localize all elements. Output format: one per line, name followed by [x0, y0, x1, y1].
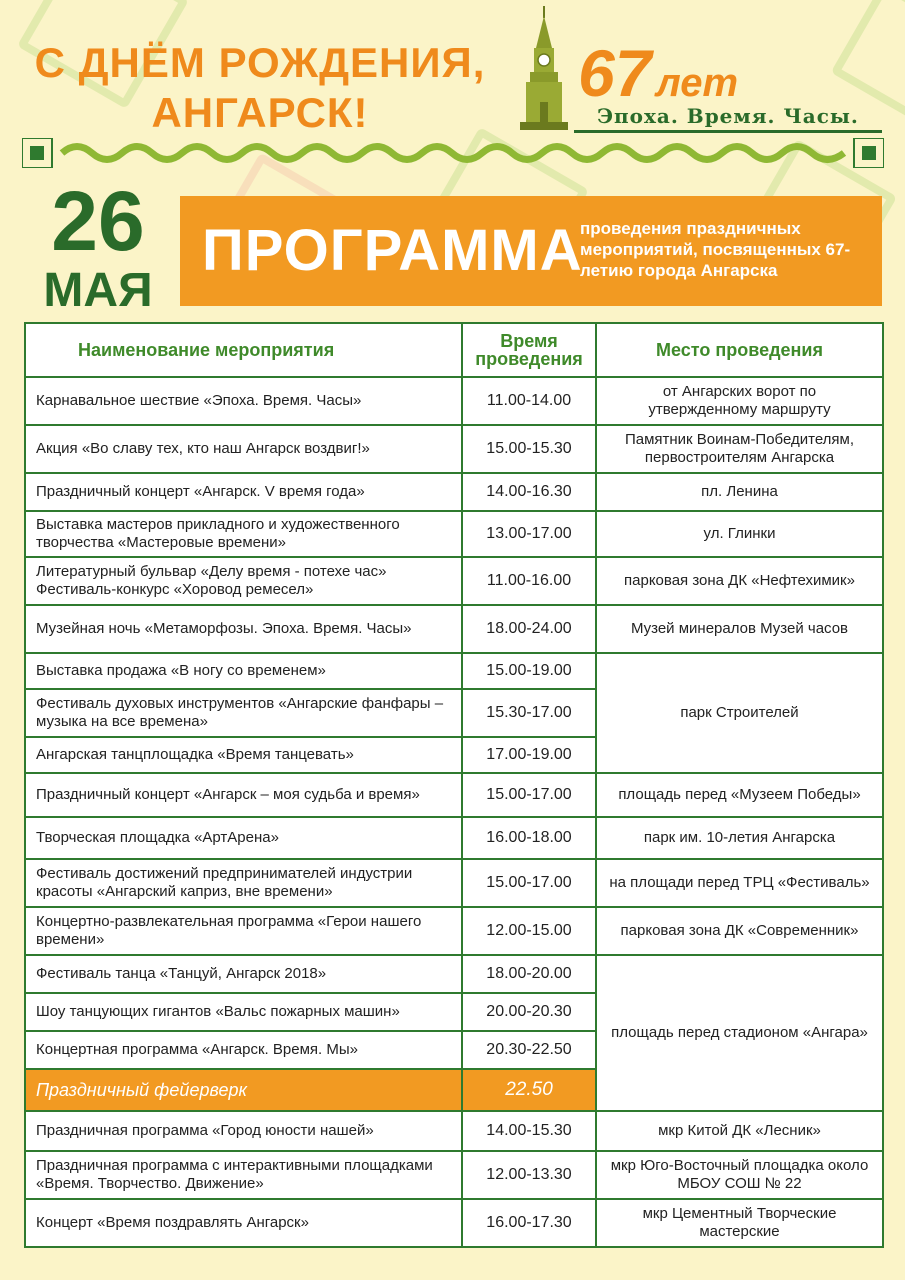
event-name: Праздничная программа «Город юности нашей»: [25, 1111, 462, 1151]
event-place: пл. Ленина: [596, 473, 883, 511]
event-time: 17.00-19.00: [462, 737, 596, 773]
event-name: Праздничный концерт «Ангарск – моя судьба и время»: [25, 773, 462, 817]
event-time: 18.00-20.00: [462, 955, 596, 993]
event-time: 16.00-18.00: [462, 817, 596, 859]
table-row: [25, 1199, 883, 1247]
event-place: парковая зона ДК «Современник»: [596, 907, 883, 955]
table-row: [25, 653, 883, 689]
event-time: 15.30-17.00: [462, 689, 596, 737]
event-place: на площади перед ТРЦ «Фестиваль»: [596, 859, 883, 907]
table-row: [25, 377, 883, 425]
event-place: Музей минералов Музей часов: [596, 605, 883, 653]
event-time: 18.00-24.00: [462, 605, 596, 653]
event-name: Праздничный фейерверк: [25, 1069, 462, 1111]
event-name: Фестиваль духовых инструментов «Ангарские фанфары – музыка на все времена»: [25, 689, 462, 737]
event-time: 15.00-19.00: [462, 653, 596, 689]
event-place: парк Строителей: [596, 653, 883, 773]
table-row: [25, 817, 883, 859]
event-time: 20.00-20.30: [462, 993, 596, 1031]
ornament-divider: [22, 138, 884, 168]
greeting-title: [20, 38, 500, 138]
event-time: 15.00-15.30: [462, 425, 596, 473]
event-place: площадь перед «Музеем Победы»: [596, 773, 883, 817]
event-time: 13.00-17.00: [462, 511, 596, 557]
event-name: Ангарская танцплощадка «Время танцевать»: [25, 737, 462, 773]
program-subtitle: проведения праздничных мероприятий, посвященных 67-летию города Ангарска: [580, 219, 851, 280]
table-header-row: [25, 323, 883, 377]
event-name: Шоу танцующих гигантов «Вальс пожарных машин»: [25, 993, 462, 1031]
header-place: Место проведения: [596, 323, 883, 377]
event-name: Творческая площадка «АртАрена»: [25, 817, 462, 859]
event-name: Выставка продажа «В ногу со временем»: [25, 653, 462, 689]
table-row: [25, 773, 883, 817]
table-row: [25, 605, 883, 653]
table-row: [25, 907, 883, 955]
program-title: ПРОГРАММА: [202, 218, 583, 283]
event-place: мкр Юго-Восточный площадка около МБОУ СОШ № 22: [596, 1151, 883, 1199]
table-row: [25, 859, 883, 907]
event-time: 15.00-17.00: [462, 859, 596, 907]
event-name: Фестиваль танца «Танцуй, Ангарск 2018»: [25, 955, 462, 993]
event-time: 22.50: [462, 1069, 596, 1111]
greeting-line-2: АНГАРСК!: [151, 89, 369, 136]
event-time: 15.00-17.00: [462, 773, 596, 817]
event-name: Выставка мастеров прикладного и художественного творчества «Мастеровые времени»: [25, 511, 462, 557]
event-place: мкр Китой ДК «Лесник»: [596, 1111, 883, 1151]
anniversary-badge: [578, 36, 739, 110]
motto: Эпоха. Время. Часы.: [574, 104, 882, 133]
program-banner: [180, 196, 882, 306]
table-row: [25, 511, 883, 557]
event-place: Памятник Воинам-Победителям, первостроителям Ангарска: [596, 425, 883, 473]
event-name: Фестиваль достижений предпринимателей индустрии красоты «Ангарский каприз, вне времени»: [25, 859, 462, 907]
event-time: 12.00-15.00: [462, 907, 596, 955]
table-row: [25, 955, 883, 993]
table-row: [25, 557, 883, 605]
event-place: парк им. 10-летия Ангарска: [596, 817, 883, 859]
event-place: площадь перед стадионом «Ангара»: [596, 955, 883, 1111]
table-row: [25, 473, 883, 511]
years-label: лет: [655, 61, 739, 105]
event-name: Акция «Во славу тех, кто наш Ангарск воздвиг!»: [25, 425, 462, 473]
event-time: 20.30-22.50: [462, 1031, 596, 1069]
schedule-table: [24, 322, 884, 1248]
event-name: Музейная ночь «Метаморфозы. Эпоха. Время. Часы»: [25, 605, 462, 653]
event-name: Карнавальное шествие «Эпоха. Время. Часы»: [25, 377, 462, 425]
event-place: от Ангарских ворот по утвержденному маршруту: [596, 377, 883, 425]
event-name: Концертная программа «Ангарск. Время. Мы»: [25, 1031, 462, 1069]
event-name: Праздничная программа с интерактивными площадками «Время. Творчество. Движение»: [25, 1151, 462, 1199]
event-name: Праздничный концерт «Ангарск. V время года»: [25, 473, 462, 511]
header-time: Время проведения: [462, 323, 596, 377]
event-name: Концертно-развлекательная программа «Герои нашего времени»: [25, 907, 462, 955]
header-event-name: Наименование мероприятия: [25, 323, 462, 377]
event-time: 14.00-16.30: [462, 473, 596, 511]
event-place: мкр Цементный Творческие мастерские: [596, 1199, 883, 1247]
table-row: [25, 425, 883, 473]
date-month: МАЯ: [43, 264, 153, 317]
date-day: 26: [51, 174, 145, 268]
event-place: парковая зона ДК «Нефтехимик»: [596, 557, 883, 605]
event-time: 11.00-16.00: [462, 557, 596, 605]
event-time: 14.00-15.30: [462, 1111, 596, 1151]
event-date: [28, 176, 168, 316]
table-row: [25, 1151, 883, 1199]
table-row: [25, 1111, 883, 1151]
event-place: ул. Глинки: [596, 511, 883, 557]
event-time: 12.00-13.30: [462, 1151, 596, 1199]
event-name: Литературный бульвар «Делу время - потехе час» Фестиваль-конкурс «Хоровод ремесел»: [25, 557, 462, 605]
clock-tower-icon: [516, 6, 572, 130]
event-name: Концерт «Время поздравлять Ангарск»: [25, 1199, 462, 1247]
event-time: 16.00-17.30: [462, 1199, 596, 1247]
greeting-line-1: С ДНЁМ РОЖДЕНИЯ,: [34, 39, 486, 86]
event-time: 11.00-14.00: [462, 377, 596, 425]
years-number: 67: [578, 36, 652, 110]
